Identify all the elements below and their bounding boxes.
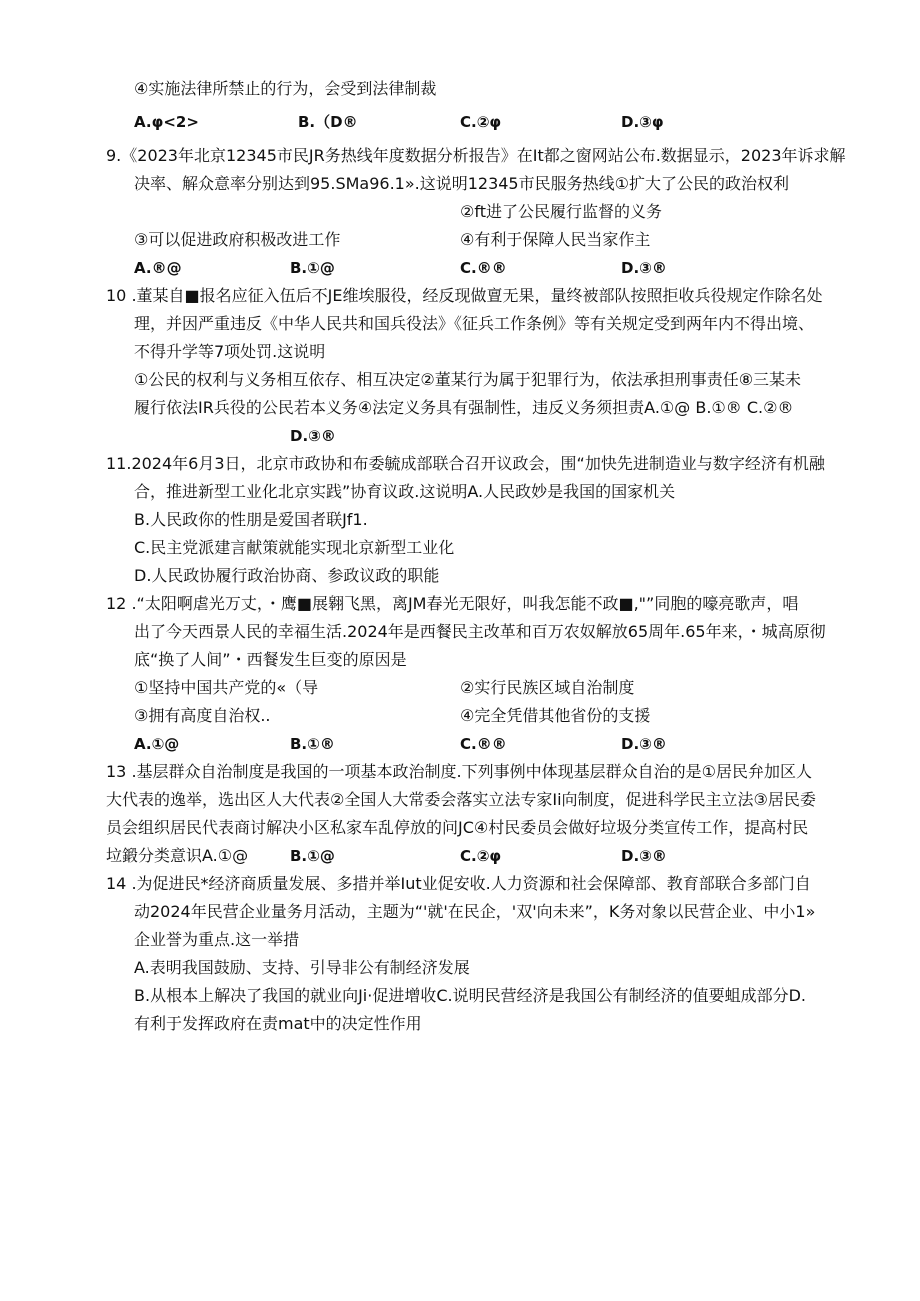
q10-stem-line1: 10 .董某自■报名应征入伍后不JE维埃服役，经反现做亶无果，量终被部队按照拒收兵役规定作除名处 [106,286,823,305]
q14-option-b-c-d[interactable]: B.从根本上解决了我国的就业向Ji·促进增收C.说明民营经济是我国公有制经济的值要蛆成部分D. [134,986,806,1005]
q9-option-b[interactable]: B.①@ [290,259,335,277]
q12-statement-2: ②实行民族区域自治制度 [460,678,635,697]
q12-statement-1: ①坚持中国共产党的«（导 [134,678,319,697]
q13-stem-line1: 13 .基层群众自治制度是我国的一项基本政治制度.下列事例中体现基层群众自治的是①居民弁加区人 [106,762,812,781]
q12-stem-line3: 底“换了人间”・西餐发生巨变的原因是 [134,650,407,669]
q11-stem-line2: 合，推进新型工业化北京实践”协育议政.这说明A.人民政妙是我国的国家机关 [134,482,676,501]
q9-statement-2: ②ft进了公民履行监督的义务 [460,202,662,221]
q12-option-b[interactable]: B.①® [290,735,335,753]
q10-statements-line2: 履行依法IR兵役的公民若本义务④法定义务具有强制性，违反义务须担责A.①@ B.①® C.②® [134,398,794,417]
q14-stem-line3: 企业誉为重点.这一举措 [134,930,300,949]
q13-option-c[interactable]: C.②φ [460,847,502,865]
q9-statement-4: ④有利于保障人民当家作主 [460,230,651,249]
q12-option-a[interactable]: A.①@ [134,735,180,753]
q9-option-a[interactable]: A.®@ [134,259,182,277]
q14-option-d-tail[interactable]: 有利于发挥政府在责mat中的决定性作用 [134,1014,422,1033]
q8-option-a[interactable]: A.φ<2> [134,113,199,131]
q13-stem-line3: 员会组织居民代表商讨解决小区私家车乱停放的问JC④村民委员会做好垃圾分类宣传工作，提高村民 [106,818,809,837]
q10-stem-line2: 理，并因严重违反《中华人民共和国兵役法》《征兵工作条例》等有关规定受到两年内不得出境、 [134,314,815,333]
q11-stem-line1: 11.2024年6月3日，北京市政协和布委毓成部联合召开议政会，围“加快先进制造业与数字经济有机融 [106,454,825,473]
q11-option-d[interactable]: D.人民政协履行政治协商、参政议政的职能 [134,566,440,585]
q10-stem-line3: 不得升学等7项处罚.这说明 [134,342,326,361]
q12-stem-line2: 出了今天西景人民的幸福生活.2024年是西餐民主改革和百万农奴解放65周年.65年来，・城高原彻 [134,622,826,641]
q8-statement-4: ④实施法律所禁止的行为，会受到法律制裁 [134,79,437,98]
q10-statements-line1: ①公民的权利与义务相互依存、相互决定②董某行为属于犯罪行为，依法承担刑事责任⑧三某未 [134,370,802,389]
q12-option-c[interactable]: C.®® [460,735,507,753]
q9-statement-3: ③可以促进政府积极改进工作 [134,230,341,249]
q13-option-d[interactable]: D.③® [621,847,667,865]
q14-option-a[interactable]: A.表明我国鼓励、支持、引导非公有制经济发展 [134,958,470,977]
q13-stem-line2: 大代表的逸举，选出区人大代表②全国人大常委会落实立法专家Ii向制度，促进科学民主立法③居民委 [106,790,816,809]
q14-stem-line2: 动2024年民营企业量务月活动，主题为“'就'在民企，'双'向未来”，K务对象以民营企业、中小1» [134,902,816,921]
q9-stem-line2: 决率、解众意率分别达到95.SMa96.1».这说明12345市民服务热线①扩大了公民的政治权利 [134,174,789,193]
q8-option-b[interactable]: B.（D® [298,113,358,131]
q9-option-d[interactable]: D.③® [621,259,667,277]
q11-option-c[interactable]: C.民主党派建言献策就能实现北京新型工业化 [134,538,455,557]
q8-option-d[interactable]: D.③φ [621,113,664,131]
q14-stem-line1: 14 .为促进民*经济商质量发展、多措并举Iut业促安收.人力资源和社会保障部、教育部联合多部门自 [106,874,811,893]
q13-stem-line4: 垃鍛分类意识A.①@ [106,846,249,865]
q9-stem-line1: 9.《2023年北京12345市民JR务热线年度数据分析报告》在It都之窗网站公布.数据显示，2023年诉求解 [106,146,846,165]
q12-stem-line1: 12 .“太阳啊虐光万丈，・鹰■展翱飞黑，离JM春光无限好，叫我怎能不政■,"”同胞的嚎亮歌声，唱 [106,594,799,613]
q12-statement-3: ③拥有高度自治权.. [134,706,271,725]
q12-option-d[interactable]: D.③® [621,735,667,753]
q12-statement-4: ④完全凭借其他省份的支援 [460,706,651,725]
q10-option-d[interactable]: D.③® [290,427,336,445]
q9-option-c[interactable]: C.®® [460,259,507,277]
q11-option-b[interactable]: B.人民政你的性朋是爱国者联Jf1. [134,510,368,529]
q13-option-b[interactable]: B.①@ [290,847,335,865]
q8-option-c[interactable]: C.②φ [460,113,502,131]
